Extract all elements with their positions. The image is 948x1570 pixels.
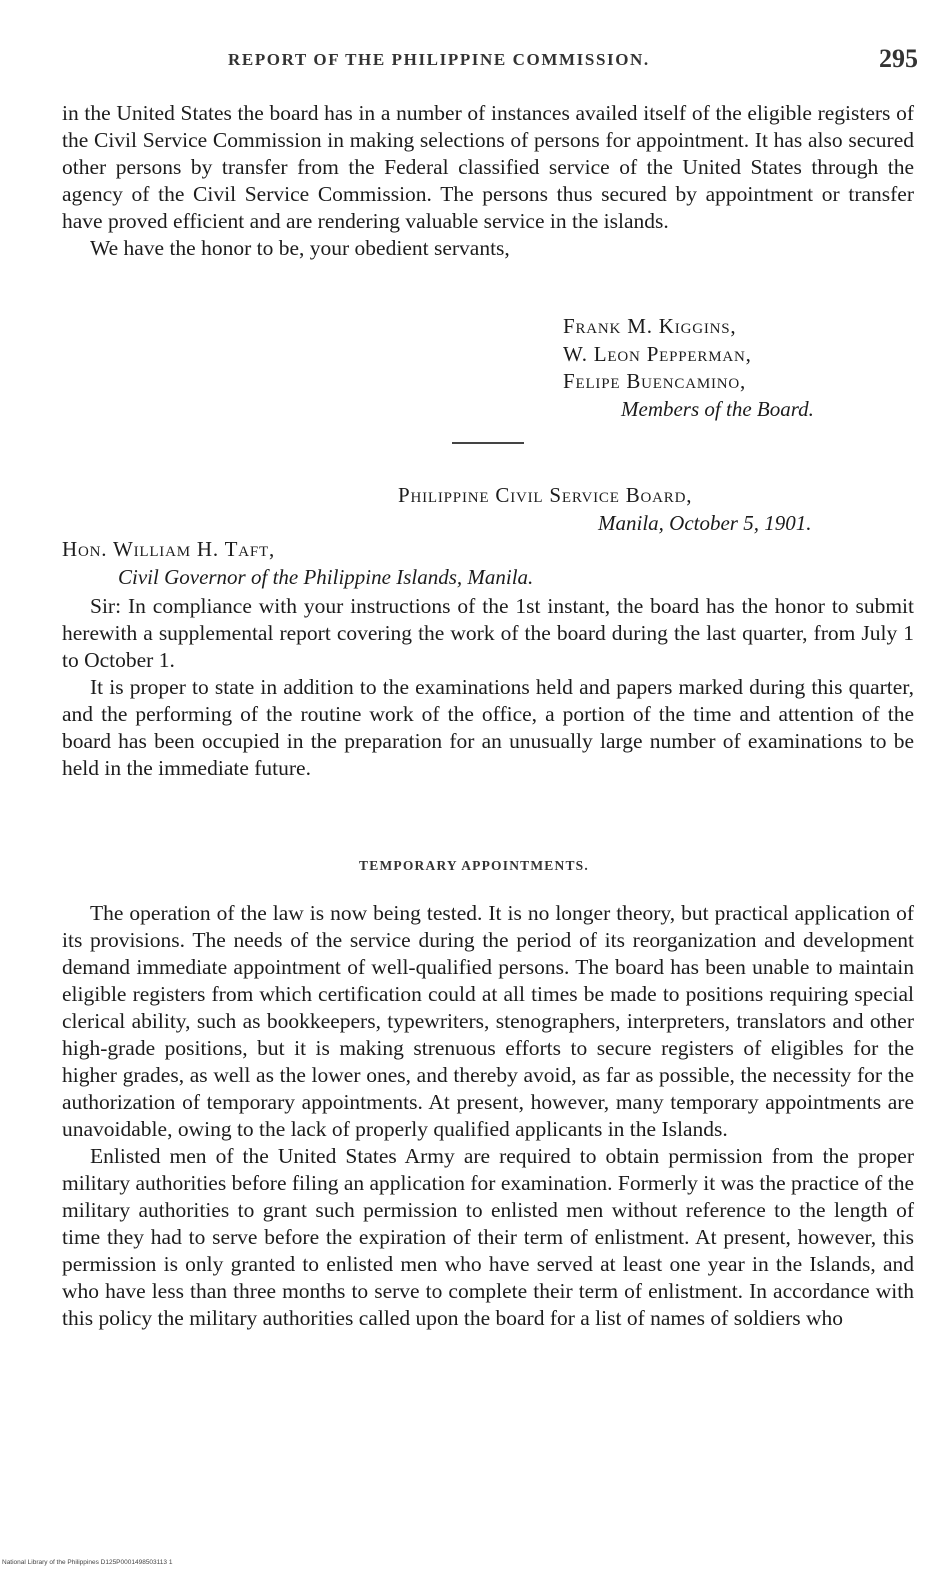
paragraph-opening-text: in the United States the board has in a number of instances availed itself of the eligible registers of the Civil Service Commission in making selections of persons for appointment. It has also secured other persons by transfer from the Federal classified service of the United States through the agency of the Civil Service Commission. The persons thus secured by appointment or transfer have proved efficient and are rendering valuable service in the islands. — [62, 101, 914, 233]
signatory-1: Frank M. Kiggins, — [563, 314, 737, 338]
dateline-office: Philippine Civil Service Board, — [398, 483, 693, 507]
paragraph-operation-block — [62, 900, 914, 1332]
paragraph-operation: The operation of the law is now being tested. It is no longer theory, but practical application of its provisions. The needs of the service during the period of its reorganization and development demand immediate appointment of well-qualified persons. The board has been unable to maintain eligible registers from which certification could at all times be made to positions requiring special clerical ability, such as bookkeepers, typewriters, stenographers, interpreters, translators and other high-grade positions, but it is making strenuous efforts to secure registers of eligibles for the higher grades, as well as the lower ones, and thereby avoid, as far as possible, the necessity for the authorization of temporary appointments. At present, however, many temporary appointments are unavoidable, owing to the lack of properly qualified applicants in the Islands. — [62, 901, 914, 1141]
addressee-role: Civil Governor of the Philippine Islands, Manila. — [118, 565, 534, 589]
signatory-2: W. Leon Pepperman, — [563, 341, 752, 366]
scan-footer: National Library of the Philippines D125P0001498503113 1 — [2, 1559, 173, 1566]
paragraph-opening — [62, 100, 914, 262]
page-number: 295 — [879, 44, 918, 73]
dateline — [398, 481, 811, 537]
running-header — [0, 44, 948, 80]
addressee — [62, 535, 533, 591]
signatory-3: Felipe Buencamino, — [563, 369, 747, 393]
section-divider — [452, 442, 524, 444]
paragraph-sir-block — [62, 593, 914, 782]
closing-line: We have the honor to be, your obedient servants, — [90, 236, 510, 260]
paragraph-proper: It is proper to state in addition to the examinations held and papers marked during this quarter, and the performing of the routine work of the office, a portion of the time and attention of the board has been occupied in the preparation for an unusually large number of examinations to be held in the immediate future. — [62, 675, 914, 780]
dateline-place-date: Manila, October 5, 1901. — [598, 511, 812, 535]
paragraph-sir: Sir: In compliance with your instructions of the 1st instant, the board has the honor to submit herewith a supplemental report covering the work of the board during the last quarter, from July 1 to October 1. — [62, 594, 914, 672]
section-heading: TEMPORARY APPOINTMENTS. — [359, 858, 589, 873]
running-title: REPORT OF THE PHILIPPINE COMMISSION. — [228, 50, 650, 69]
paragraph-enlisted: Enlisted men of the United States Army are required to obtain permission from the proper military authorities before filing an application for examination. Formerly it was the practice of the military authorities to grant such permission to enlisted men without reference to the length of time they had to serve before the expiration of their term of enlistment. At present, however, this permission is only granted to enlisted men who have served at least one year in the Islands, and who have less than three months to serve to complete their term of enlistment. In accordance with this policy the military authorities called upon the board for a list of names of soldiers who — [62, 1144, 914, 1330]
signatory-role: Members of the Board. — [621, 396, 814, 421]
signature-block — [563, 313, 814, 423]
addressee-name: Hon. William H. Taft, — [62, 537, 276, 561]
